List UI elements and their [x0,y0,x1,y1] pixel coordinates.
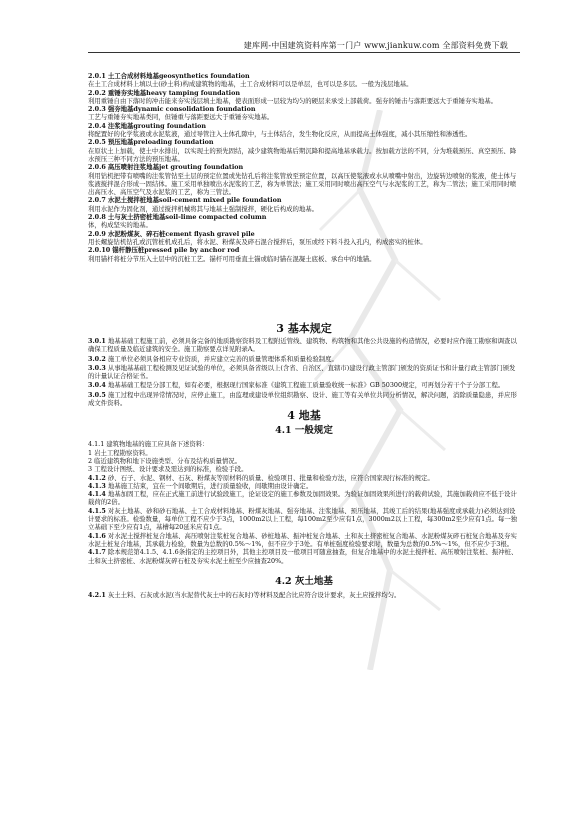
definition-2-0-10 [88,246,520,263]
section-4-1-title: 4.1 一般规定 [275,425,333,437]
definition-term: 锚杆静压桩pressed pile by anchor rod [112,246,240,255]
definition-number: 2.0.7 [88,196,106,205]
definition-2-0-9 [88,230,520,247]
clause-number: 3.0.1 [88,337,106,345]
definition-2-0-4 [88,122,520,139]
definition-number: 2.0.6 [88,163,106,172]
clause-number: 3.0.5 [88,390,106,399]
clause-4-1-1: 4.1.1 建筑物地基的施工应具备下述资料： [88,440,209,449]
clause-4-1-3 [88,482,520,490]
clause-3-0-4 [88,381,520,389]
definitions-list [88,72,520,320]
clause-4-1-2 [88,474,520,482]
definition-number: 2.0.4 [88,121,106,130]
definition-2-0-2 [88,89,520,106]
definition-term: 水泥土搅拌桩地基soil-cement mixed pile foundation [107,196,282,205]
definition-number: 2.0.3 [88,105,106,114]
definition-2-0-3 [88,105,520,122]
clause-text: 地基基础工程是分部工程，如有必要，根据现行国家标准《建筑工程施工质量验收统一标准》GB 50300规定，可再划分若干个子分部工程。 [107,381,505,390]
clause-text: 对灰土地基、砂和砂石地基、土工合成材料地基、粉煤灰地基、强夯地基、注浆地基、预压地基，其竣工后的结果(地基强度或承载力)必须达到设计要求的标准。检验数量，每单位工程不应少于3点，1000m2以上工程，每100m2至少应有1点，3000m2以上工程，每300m2至少应有1点。每一独立基础下至少应有1点，基槽每20延米应有1点。 [88,506,518,532]
clause-number: 4.2.1 [88,590,106,599]
clause-3-0-3 [88,364,520,381]
definition-body: 在土工合成材料上填以土(砂土料)构成建筑物的地基，土工合成材料可以是单层，也可以是多层。一般为浅层地基。 [88,80,413,89]
definition-number: 2.0.1 [88,72,106,80]
clause-text: 施工过程中出现异常情况时，应停止施工，由监理或建设单位组织勘察、设计、施工等有关单位共同分析情况，解决问题，消除质量隐患，并应形成文件资料。 [88,390,517,408]
clause-4-1-6 [88,532,520,549]
definition-term: 重锤夯实地基heavy tamping foundation [107,88,240,97]
definition-body: 用长螺旋钻机钻孔或沉管桩机成孔后，将水泥、粉煤灰及碎石混合搅拌后，泵压或经下料斗投入孔内，构成密实的桩体。 [88,237,427,246]
list-item: 1 岩土工程勘察资料。 [88,448,152,457]
clause-number: 3.0.4 [88,381,106,390]
clause-number: 4.1.4 [88,490,106,499]
clause-text: 灰土土料、石灰或水泥(当水泥替代灰土中的石灰时)等材料及配合比应符合设计要求，灰土应搅拌均匀。 [107,590,401,599]
definition-2-0-1 [88,72,520,89]
definition-term: 注浆地基grouting foundation [107,121,207,130]
clause-number: 4.1.5 [88,506,106,515]
document-body [88,72,520,599]
definition-2-0-6 [88,163,520,196]
definition-body: 利用重锤自由下落时的冲击能来夯实浅层填土地基，使表面形成一层较为均匀的硬层来承受上部载荷。强夯的锤击与落距要远大于重锤夯实地基。 [88,96,497,105]
clause-text: 地基加固工程，应在正式施工前进行试验段施工，论证设定的施工参数及加固效果。为验证加固效果所进行的载荷试验，其施加载荷应不低于设计载荷的2倍。 [88,490,517,507]
clause-text: 砂、石子、水泥、钢材、石灰、粉煤灰等原材料的质量、检验项目、批量和检验方法，应符合国家现行标准的规定。 [107,473,434,482]
clause-number: 4.1.3 [88,481,106,490]
header-rule [88,52,520,53]
definition-body: 体，构成坚实的地基。 [88,221,152,230]
definition-term: 强夯地基dynamic consolidation foundation [107,105,256,114]
clause-text: 地基基础工程施工前，必须具备完备的地质勘察资料及工程附近管线、建筑物、构筑物和其他公共设施的构造情况，必要时应作施工勘察和调查以确保工程质量及临近建筑的安全。施工勘察要点详见附录A。 [88,337,517,354]
definition-number: 2.0.8 [88,213,106,222]
clause-4-1-4 [88,490,520,507]
list-item: 3 工程设计图纸、设计要求及需达到的标准，检验手段。 [88,465,248,474]
clause-4-1-7 [88,548,520,565]
clause-text: 从事地基基础工程检测及见证试验的单位，必须具备省级以上(含省、自治区、直辖市)建设行政主管部门颁发的资质证书和计量行政主管部门颁发的计量认证合格证书。 [88,363,516,381]
definition-term: 土工合成材料地基geosynthetics foundation [107,72,250,80]
definition-term: 预压地基preloading foundation [107,138,214,147]
definition-number: 2.0.2 [88,88,106,97]
definition-body: 工艺与重锤夯实地基类同，但锤重与落距要远大于重锤夯实地基。 [88,113,274,122]
definition-2-0-8 [88,213,520,230]
definition-number: 2.0.9 [88,229,106,238]
definition-body: 利用锚杆将桩分节压入土层中的沉桩工艺。锚杆可用垂直土锚或临时锚在混凝土底板、承台中的地锚。 [88,254,376,263]
clause-number: 3.0.3 [88,363,106,372]
clause-text: 地基施工结束，宜在一个间歇期后，进行质量验收，间歇期由设计确定。 [107,481,313,490]
definition-2-0-5 [88,138,520,163]
definition-2-0-7 [88,196,520,213]
page-header: 建库网-中国建筑资料库第一门户 www.jiankuw.com 全部资料免费下载 [243,41,508,50]
section-4-1-body [88,440,520,564]
definition-number: 2.0.10 [88,246,111,255]
clause-number: 3.0.2 [88,354,106,363]
definition-body: 利用水泥作为固化剂，通过搅拌机械将其与地基土强制搅拌，硬化后构成的地基。 [88,204,319,213]
chapter-3-body [88,337,520,407]
chapter-4-title: 4 地基 [287,409,321,423]
section-4-2-title: 4.2 灰土地基 [275,575,333,587]
definition-body: 利用钻机把带有喷嘴的注浆管钻至土层的预定位置或先钻孔后将注浆管放至预定位置，以高压使浆液或水从喷嘴中射出，边旋转边喷射的浆液，使土体与浆液搅拌混合形成一固结体。施工采用单独喷出水泥浆的工艺，称为单管法；施工采用同时喷出高压空气与水泥浆的工艺，称为二管法；施工采用同时喷出高压水、高压空气及水泥浆的工艺，称为三管法。 [88,171,517,197]
clause-text: 除本规范第4.1.5、4.1.6条指定的主控项目外，其他主控项目及一般项目可随意抽查，但复合地基中的水泥土搅拌桩、高压喷射注浆桩、振冲桩、土和灰土挤密桩、水泥粉煤灰碎石桩及夯实水泥土桩至少应抽查20%。 [88,548,518,565]
clause-text: 对水泥土搅拌桩复合地基、高压喷射注浆桩复合地基、砂桩地基、振冲桩复合地基、土和灰土挤密桩复合地基、水泥粉煤灰碎石桩复合地基及夯实水泥土桩复合地基，其承载力检验，数量为总数的0.5%～1%，但不应少于3处。有单桩强度检验要求时，数量为总数的0.5%～1%，但不应少于3根。 [88,531,517,548]
spacer [88,565,520,574]
clause-3-0-2 [88,355,520,363]
definition-term: 高压喷射注浆地基jet grouting foundation [107,163,244,172]
definition-body: 在原状土上加载，使土中水排出，以实现土的预先固结，减少建筑物地基后期沉降和提高地基承载力。按加载方法的不同，分为堆载预压、真空预压、降水预压三种不同方法的预压地基。 [88,146,517,163]
clause-3-0-5 [88,391,520,408]
definition-body: 将配置好的化学浆液或水泥浆液，通过导管注入土体孔隙中，与土体结合，发生物化反应，从而提高土体强度，减小其压缩性和渗透性。 [88,130,472,139]
clause-text: 施工单位必须具备相应专业资质，并应建立完善的质量管理体系和质量检验制度。 [107,354,338,363]
definition-number: 2.0.5 [88,138,106,147]
list-item: 2 临近建筑物和地下设施类型、分布及结构质量情况。 [88,456,242,465]
clause-4-1-5 [88,507,520,532]
clause-3-0-1 [88,337,520,354]
clause-number: 4.1.2 [88,473,106,482]
definition-term: 土与灰土挤密桩地基soil-lime compacted column [107,213,267,222]
chapter-3-title: 3 基本规定 [276,322,332,335]
clause-4-2-1 [88,591,520,599]
definition-term: 水泥粉煤灰、碎石桩cement flyash gravel pile [107,229,255,238]
clause-number: 4.1.7 [88,548,106,557]
clause-number: 4.1.6 [88,531,106,540]
